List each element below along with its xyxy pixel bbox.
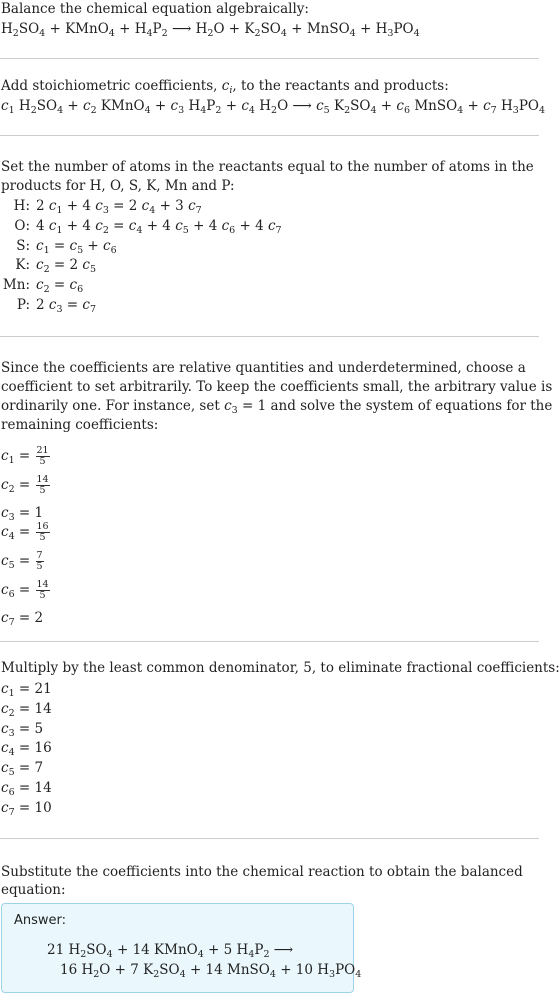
formula-text: O + 7 K (99, 962, 154, 978)
plus: + (376, 98, 397, 114)
element-label: O: (14, 217, 30, 234)
formula-text: O + K (213, 21, 255, 37)
formula-text: PO (518, 98, 539, 114)
formula-text: SO (18, 21, 40, 37)
coefficient-value: $c_4$ = $\frac{16}{5}$ (1, 521, 49, 543)
formula-text: H (1, 21, 13, 37)
coefficient-var: c (1, 98, 9, 114)
section4-line1: Since the coefficients are relative quantities and underdetermined, choose a (1, 360, 526, 376)
formula-text: H (501, 98, 513, 114)
section6-intro-line1: Substitute the coefficients into the chemical reaction to obtain the balanced (1, 864, 523, 880)
formula-text: H (259, 98, 272, 114)
formula-text: ⟶ (269, 942, 294, 958)
subscript: 2 (271, 105, 278, 116)
formula-text: + 14 KMnO (112, 942, 198, 958)
subscript: 6 (403, 105, 411, 116)
subscript: 3 (512, 105, 519, 116)
plus: + (463, 98, 484, 114)
formula-text: SO (86, 942, 107, 958)
plus: + (150, 98, 171, 114)
subscript: 4 (108, 28, 115, 39)
coefficient-var: c (316, 98, 324, 114)
coefficient-value: $c_7 = 10$ (1, 799, 52, 818)
formula-text: P (206, 98, 216, 114)
formula-text: H (188, 98, 201, 114)
subscript: 4 (146, 28, 153, 39)
subscript: 3 (178, 105, 185, 116)
formula-text: KMnO (100, 98, 145, 114)
subscript: 2 (344, 105, 351, 116)
coefficient-value: $c_2$ = $\frac{14}{5}$ (1, 474, 49, 496)
formula-text: + H (355, 21, 388, 37)
arrow: ⟶ (288, 98, 317, 114)
divider (0, 58, 539, 59)
coefficient-value: $c_2 = 14$ (1, 700, 52, 719)
coefficient-var: c (483, 98, 491, 114)
balance-equation: 2 $c_3 = c_7$ (36, 297, 97, 315)
subscript: 2 (215, 105, 222, 116)
subscript: 4 (355, 969, 362, 980)
coefficient-var: c (241, 98, 249, 114)
subscript: 4 (349, 28, 356, 39)
formula-text: H (18, 98, 31, 114)
formula-text: SO (350, 98, 371, 114)
balance-equation: 4 $c_1 + 4$ $c_2 = c_4 + 4$ $c_5 + 4$ $c_6 + 4$ $c_7$ (36, 217, 282, 236)
subscript: 2 (12, 28, 19, 39)
subscript: 4 (280, 28, 287, 39)
balance-equation: 2 $c_1 + 4$ $c_3 = 2$ $c_4 + 3$ $c_7$ (36, 198, 202, 216)
coefficient-value: $c_7 = 2$ (1, 610, 44, 628)
element-label: K: (15, 257, 30, 274)
formula-text: O (277, 98, 289, 114)
coefficient-value: $c_5$ = $\frac{7}{5}$ (1, 550, 43, 572)
element-label: S: (16, 237, 30, 254)
subscript: 2 (263, 949, 270, 960)
subscript: 4 (370, 105, 377, 116)
coefficient-var: c (170, 98, 179, 114)
subscript: 2 (80, 949, 87, 960)
formula-text: + 5 H (203, 942, 249, 958)
coefficient-value: $c_6$ = $\frac{14}{5}$ (1, 579, 49, 601)
divider (0, 641, 539, 642)
coefficient-value: $c_3 = 1$ (1, 505, 44, 523)
coefficient-value: $c_4 = 16$ (1, 740, 52, 759)
formula-text: SO (159, 962, 180, 978)
section4-line4: remaining coefficients: (1, 417, 159, 433)
subscript: 7 (490, 105, 497, 116)
formula-text: 16 H (60, 962, 94, 978)
unbalanced-equation (1, 20, 420, 39)
subscript: 2 (161, 28, 168, 39)
subscript: 4 (179, 969, 186, 980)
section4-line2: coefficient to set arbitrarily. To keep the coefficients small, the arbitrary value is (1, 379, 553, 395)
formula-text: + KMnO (45, 21, 109, 37)
divider (0, 135, 539, 136)
subscript: 3 (387, 28, 394, 39)
balance-equation: $c_2 = 2$ $c_5$ (36, 257, 96, 276)
formula-text: 21 H (47, 942, 81, 958)
subscript: 2 (153, 969, 160, 980)
section3-intro-line2: products for H, O, S, K, Mn and P: (1, 178, 235, 194)
plus: + (221, 98, 242, 114)
formula-text: MnSO (414, 98, 458, 114)
formula-text: SO (260, 21, 281, 37)
formula-text: P (254, 942, 264, 958)
formula-text: + H (114, 21, 147, 37)
formula-text: + 10 H (275, 962, 330, 978)
plus: + (63, 98, 84, 114)
formula-text: PO (335, 962, 356, 978)
coefficient-var: c (396, 98, 404, 114)
section2-intro: Add stoichiometric coefficients, $c_i$, to the reactants and products: (1, 78, 449, 96)
subscript: 4 (248, 105, 255, 116)
subscript: 4 (269, 969, 276, 980)
formula-text: ⟶ H (167, 21, 208, 37)
section1-intro: Balance the chemical equation algebraically: (1, 1, 309, 17)
subscript: 4 (144, 105, 151, 116)
coefficient-value: $c_6 = 14$ (1, 780, 52, 798)
formula-text: P (152, 21, 162, 37)
balance-equation: $c_2 = c_6$ (36, 277, 84, 296)
subscript: 1 (8, 105, 15, 116)
subscript: 4 (248, 949, 255, 960)
formula-text: SO (36, 98, 58, 114)
subscript: 4 (200, 105, 207, 116)
element-label: P: (16, 297, 30, 313)
subscript: 4 (197, 949, 204, 960)
balanced-equation-line1 (47, 942, 293, 958)
element-label: Mn: (2, 277, 30, 294)
section4-line3: ordinarily one. For instance, set $c_3 = 1$ and solve the system of equations for the (1, 398, 553, 416)
coefficient-value: $c_5 = 7$ (1, 760, 44, 779)
subscript: 4 (39, 28, 46, 39)
coefficient-value: $c_3 = 5$ (1, 720, 44, 739)
coefficient-equation (1, 97, 545, 116)
subscript: 4 (457, 105, 464, 116)
subscript: 5 (323, 105, 330, 116)
subscript: 2 (30, 105, 37, 116)
subscript: 4 (57, 105, 64, 116)
formula-text: K (333, 98, 345, 114)
subscript: 4 (413, 28, 420, 39)
coefficient-value: $c_1 = 21$ (1, 681, 52, 699)
coefficient-value: $c_1$ = $\frac{21}{5}$ (1, 445, 49, 467)
formula-text: + MnSO (286, 21, 350, 37)
balanced-equation-line2 (60, 962, 361, 978)
balance-equation: $c_1 = c_5 + c_6$ (36, 237, 117, 256)
subscript: 2 (254, 28, 261, 39)
answer-box (1, 903, 362, 993)
divider (0, 838, 539, 839)
subscript: 4 (539, 105, 546, 116)
section5-intro: Multiply by the least common denominator, 5, to eliminate fractional coefficients: (1, 660, 560, 676)
subscript: 2 (207, 28, 214, 39)
answer-label: Answer: (14, 913, 67, 928)
subscript: 2 (93, 969, 100, 980)
section6-intro-line2: equation: (1, 882, 66, 898)
subscript: 3 (329, 969, 336, 980)
coefficient-var: c (83, 98, 91, 114)
formula-text: + 14 MnSO (185, 962, 270, 978)
section3-intro-line1: Set the number of atoms in the reactants equal to the number of atoms in the (1, 159, 534, 175)
subscript: 2 (90, 105, 97, 116)
divider (0, 336, 539, 337)
formula-text: PO (393, 21, 414, 37)
element-label: H: (13, 198, 30, 214)
subscript: 4 (106, 949, 113, 960)
